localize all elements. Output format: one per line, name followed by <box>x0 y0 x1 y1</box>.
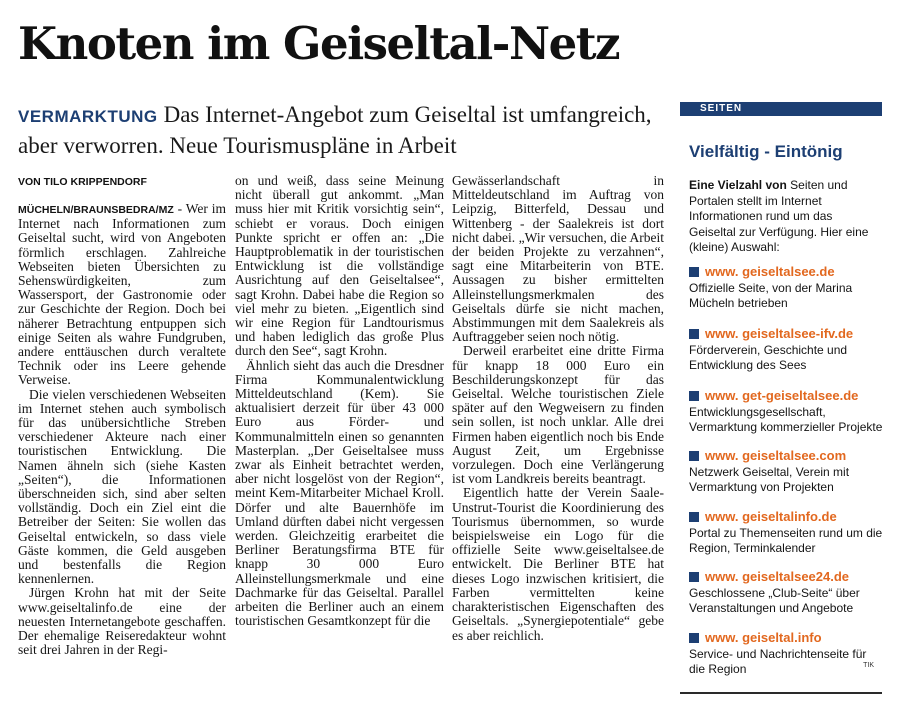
subheadline-text: Das Internet-Angebot zum Geiseltal ist umfangreich, aber verworren. Neue Tourismuspläne in Arbeit <box>18 102 652 158</box>
link-description: Netzwerk Geiseltal, Verein mit Vermarktung von Projekten <box>689 464 850 494</box>
link-item <box>689 264 883 312</box>
link-item <box>689 509 883 557</box>
link-description: Portal zu Themenseiten rund um die Region, Terminkalender <box>689 525 883 555</box>
link-item <box>689 326 883 374</box>
dateline: MÜCHELN/BRAUNSBEDRA/MZ <box>18 204 174 216</box>
website-link[interactable]: www. get-geiseltalsee.de <box>705 388 859 403</box>
article-column-2 <box>235 174 444 629</box>
box-header: SEITEN <box>680 102 882 116</box>
website-link[interactable]: www. geiseltalsee-ifv.de <box>705 326 854 341</box>
sidebar-box-seiten <box>680 102 882 694</box>
link-description: Förderverein, Geschichte und Entwicklung des Sees <box>689 342 848 372</box>
paragraph-text: - Wer im Internet nach Informationen zum Geiseltal sucht, wird von Angeboten förmlich erschlagen. Zahlreiche Webseiten bieten Übersichten zu Sehenswürdigkeiten, zum Wassersport, der Gastronomie oder zur Geschichte der Region. Doch bei näherer Betrachtung entpuppen sich einige Seiten als wahre Fundgruben, andere enttäuschen durch veraltete Technik oder ins Leere gehende Verweise. <box>18 201 226 388</box>
paragraph: on und weiß, dass seine Meinung nicht überall gut ankommt. „Man muss hier mit Kritik vorsichtig sein“, schiebt er voraus. Doch einigen Punkte spricht er offen an: „Die Hauptproblematik in der touristischen Entwicklung ist die vollständige Ausrichtung auf den Geiseltalsee“, sagt Krohn. Dabei habe die Region so viel mehr zu bieten. „Eigentlich sind wir eine Region für Landtourismus und haben lediglich das große Plus durch den See“, sagt Krohn. <box>235 173 444 359</box>
article-column-3 <box>452 174 664 643</box>
link-item <box>689 448 883 496</box>
website-link[interactable]: www. geiseltalsee.com <box>705 448 847 463</box>
square-bullet-icon <box>689 391 699 401</box>
box-intro-bold: Eine Vielzahl von <box>689 178 787 192</box>
square-bullet-icon <box>689 572 699 582</box>
square-bullet-icon <box>689 633 699 643</box>
box-title: Vielfältig - Eintönig <box>689 142 843 161</box>
paragraph: Gewässerlandschaft in Mitteldeutschland im Auftrag von Leipzig, Bitterfeld, Dessau und Wittenberg - der Saalekreis ist dort nicht dabei. „Wir versuchen, die Arbeit der beiden Projekte zu verzahnen“, sagt eine Mitarbeiterin von BTE. Aussagen zu bisher ermittelten Alleinstellungsmerkmalen des Geiseltals dürfe sie nicht machen, Abstimmungen mit dem Saalekreis als Auftraggeber seien noch nötig. <box>452 173 664 345</box>
paragraph: Derweil erarbeitet eine dritte Firma für knapp 18 000 Euro ein Beschilderungskonzept für das Geiseltal. Welche touristischen Ziele später auf den Wegweisern zu finden sein sollen, ist noch unklar. Alle drei Firmen haben eigentlich noch bis Ende August Zeit, um Ergebnisse vorzulegen. Doch eine Verlängerung ist vom Landkreis bereits beantragt. <box>452 343 664 487</box>
paragraph: Ähnlich sieht das auch die Dresdner Firma Kommunalentwicklung Mitteldeutschland (Kem). Sie aktualisiert derzeit für über 43 000 Euro aus Förder- und Kommunalmitteln einen so genannten Masterplan. „Der Geiseltalsee muss zwar als Einheit betrachtet werden, aber nicht losgelöst von der Region“, meint Kem-Mitarbeiter Michael Kroll. Dörfer und alte Bauernhöfe im Umland dürften dabei nicht vergessen werden. Gleichzeitig erarbeitet die Berliner Beratungsfirma BTE für knapp 30 000 Euro Alleinstellungsmerkmale und eine Dachmarke für das Geiseltal. Parallel arbeiten die Berliner auch an einem touristischen Gesamtkonzept für die <box>235 357 444 629</box>
link-description: Entwicklungsgesellschaft, Vermarktung kommerzieller Projekte <box>689 404 883 434</box>
link-description: Service- und Nachrichtenseite für die Region <box>689 646 867 676</box>
square-bullet-icon <box>689 267 699 277</box>
headline: Knoten im Geiseltal-Netz <box>18 17 620 70</box>
website-link[interactable]: www. geiseltalinfo.de <box>705 509 837 524</box>
website-link[interactable]: www. geiseltalsee.de <box>705 264 835 279</box>
link-item <box>689 630 883 678</box>
link-description: Geschlossene „Club-Seite“ über Veranstaltungen und Angebote <box>689 585 860 615</box>
link-item <box>689 569 883 617</box>
box-intro <box>689 178 879 256</box>
paragraph <box>18 202 226 388</box>
paragraph: Jürgen Krohn hat mit der Seite www.geiseltalinfo.de eine der neuesten Internetangebote geschaffen. Der ehemalige Reiseredakteur wohnt seit drei Jahren in der Regi- <box>18 585 226 658</box>
square-bullet-icon <box>689 329 699 339</box>
website-link[interactable]: www. geiseltalsee24.de <box>705 569 850 584</box>
square-bullet-icon <box>689 451 699 461</box>
paragraph: Eigentlich hatte der Verein Saale-Unstrut-Tourist die Koordinierung des Tourismus übernommen, so wurde beispielsweise ein Logo für die offizielle Seite www.geiseltalsee.de entwickelt. Die Berliner BTE hat dieses Logo inzwischen kritisiert, die Farben vermittelten keine charakteristischen Eigenschaften des Geiseltals. „Synergiepotentiale“ gebe es aber reichlich. <box>452 485 664 643</box>
byline: VON TILO KRIPPENDORF <box>18 176 147 188</box>
subheadline <box>18 100 668 160</box>
square-bullet-icon <box>689 512 699 522</box>
website-link[interactable]: www. geiseltal.info <box>705 630 822 645</box>
paragraph: Die vielen verschiedenen Webseiten im Internet stehen auch symbolisch für das unübersichtliche Streben verschiedener Akteure nach einer touristischen Entwicklung. Die Namen ähneln sich (siehe Kasten „Seiten“), die Informationen überschneiden sich, sind aber selten vollständig. Doch ein Ziel eint die Betreiber der Seiten: Sie wollen das Geiseltal entwickeln, so dass viele Gäste kommen, die Geld ausgeben und bestenfalls die Region kennenlernen. <box>18 386 226 587</box>
article-column-1 <box>18 202 226 658</box>
link-description: Offizielle Seite, von der Marina Mücheln betrieben <box>689 280 853 310</box>
link-item <box>689 388 883 436</box>
kicker: VERMARKTUNG <box>18 107 158 126</box>
box-intro-text: Seiten und Portalen stellt im Internet Informationen rund um das Geiseltal zur Verfügung. Hier eine (kleine) Auswahl: <box>689 178 869 254</box>
author-credit: TIK <box>863 662 874 669</box>
